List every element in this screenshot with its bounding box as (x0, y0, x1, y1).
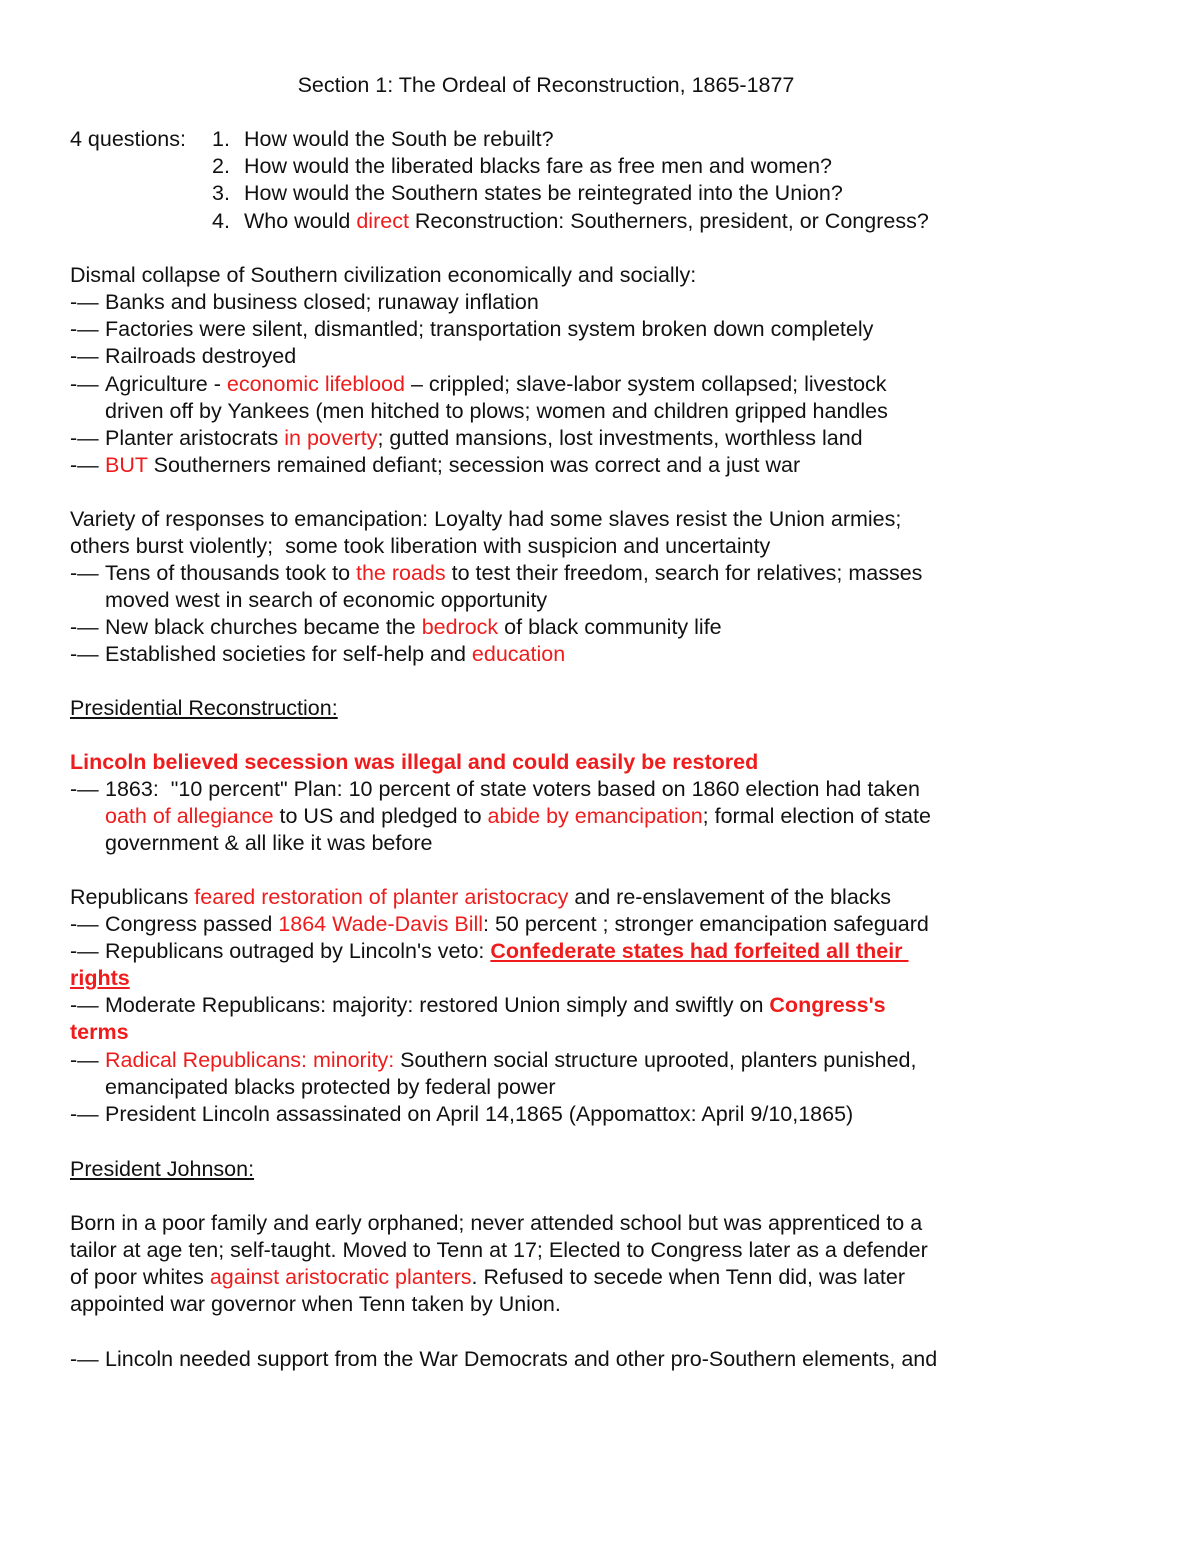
bullet-text (105, 911, 929, 938)
dash-marker: -— (70, 939, 99, 963)
highlight-text: feared restoration of planter aristocracy (194, 885, 569, 909)
dash-marker: -— (70, 561, 99, 585)
text-run: Agriculture - (105, 372, 227, 396)
dash-marker: -— (70, 912, 99, 936)
highlight-text: 1864 Wade-Davis Bill (278, 912, 484, 936)
bullet-text (105, 992, 886, 1019)
text-run: Who would (244, 209, 357, 233)
dash-marker: -— (70, 777, 99, 801)
highlight-text: oath of allegiance (105, 804, 274, 828)
text-run: Reconstruction: Southerners, president, or Congress? (408, 209, 929, 233)
highlight-text: abide by emancipation (487, 804, 703, 828)
paragraph-line: appointed war governor when Tenn taken by Union. (70, 1292, 561, 1316)
bullet-continuation: driven off by Yankees (men hitched to plows; women and children gripped handles (105, 399, 888, 423)
paragraph-line: tailor at age ten; self-taught. Moved to Tenn at 17; Elected to Congress later as a defender (70, 1238, 928, 1262)
highlight-text: direct (356, 209, 409, 233)
bullet-continuation: government & all like it was before (105, 831, 433, 855)
text-run: Moderate Republicans: majority: restored Union simply and swiftly on (105, 993, 770, 1017)
text-run: Planter aristocrats (105, 426, 285, 450)
text-run: Republicans outraged by Lincoln's veto: (105, 939, 491, 963)
dash-marker: -— (70, 344, 99, 368)
bullet-text (105, 452, 800, 479)
text-run: ; formal election of state (702, 804, 931, 828)
dash-marker: -— (70, 290, 99, 314)
dash-marker: -— (70, 1347, 99, 1371)
bullet-text (105, 938, 909, 965)
bullet-text: 1863: "10 percent" Plan: 10 percent of state voters based on 1860 election had taken (105, 777, 920, 801)
highlight-text: Radical Republicans: minority: (105, 1048, 395, 1072)
dash-marker: -— (70, 426, 99, 450)
dash-marker: -— (70, 642, 99, 666)
text-run: and re-enslavement of the blacks (568, 885, 892, 909)
paragraph-line: Born in a poor family and early orphaned; never attended school but was apprenticed to a (70, 1211, 923, 1235)
text-run: Southerners remained defiant; secession was correct and a just war (147, 453, 801, 477)
highlight-text: against aristocratic planters (209, 1265, 472, 1289)
highlight-text: in poverty (284, 426, 378, 450)
text-run: Established societies for self-help and (105, 642, 472, 666)
bullet-text: President Lincoln assassinated on April 14,1865 (Appomattox: April 9/10,1865) (105, 1102, 854, 1126)
highlight-text: education (471, 642, 566, 666)
dash-marker: -— (70, 615, 99, 639)
text-run: . Refused to secede when Tenn did, was later (471, 1265, 906, 1289)
question-text (244, 208, 929, 235)
bullet-continuation (105, 803, 931, 830)
bullet-text (105, 641, 565, 668)
dash-marker: -— (70, 1048, 99, 1072)
highlight-text: bedrock (421, 615, 499, 639)
bullet-text: Factories were silent, dismantled; transportation system broken down completely (105, 317, 874, 341)
text-run: of black community life (498, 615, 722, 639)
text-run: – crippled; slave-labor system collapsed; livestock (404, 372, 887, 396)
paragraph-line: others burst violently; some took liberation with suspicion and uncertainty (70, 534, 771, 558)
question-text: How would the Southern states be reintegrated into the Union? (244, 181, 843, 205)
dash-marker: -— (70, 317, 99, 341)
paragraph-line (70, 1264, 905, 1291)
text-run: Southern social structure uprooted, planters punished, (394, 1048, 917, 1072)
dash-marker: -— (70, 372, 99, 396)
lincoln-heading: Lincoln believed secession was illegal and could easily be restored (70, 750, 759, 774)
question-number: 1. (212, 127, 230, 151)
dash-marker: -— (70, 1102, 99, 1126)
bullet-text: Banks and business closed; runaway inflation (105, 290, 539, 314)
highlight-text: the roads (356, 561, 446, 585)
highlight-text: terms (70, 1020, 129, 1044)
text-run: : 50 percent ; stronger emancipation safeguard (483, 912, 929, 936)
bullet-text (105, 425, 863, 452)
bullet-text: Railroads destroyed (105, 344, 297, 368)
highlight-text: Congress's (769, 993, 886, 1017)
text-run: ; gutted mansions, lost investments, worthless land (377, 426, 863, 450)
bullet-text (105, 614, 722, 641)
collapse-heading: Dismal collapse of Southern civilization economically and socially: (70, 263, 697, 287)
text-run: Republicans (70, 885, 195, 909)
paragraph-line: Variety of responses to emancipation: Loyalty had some slaves resist the Union armies; (70, 507, 902, 531)
paragraph-line (70, 884, 891, 911)
bullet-text (105, 1047, 916, 1074)
text-run: to test their freedom, search for relatives; masses (445, 561, 923, 585)
question-text: How would the liberated blacks fare as free men and women? (244, 154, 832, 178)
question-number: 4. (212, 209, 230, 233)
bullet-continuation: moved west in search of economic opportunity (105, 588, 548, 612)
section-heading: Presidential Reconstruction: (70, 696, 338, 720)
highlight-text: rights (70, 966, 130, 990)
bullet-text: Lincoln needed support from the War Democrats and other pro-Southern elements, and (105, 1347, 938, 1371)
highlight-text: BUT (105, 453, 148, 477)
bullet-text (105, 371, 887, 398)
text-run: of poor whites (70, 1265, 210, 1289)
highlight-text: economic lifeblood (226, 372, 405, 396)
question-number: 2. (212, 154, 230, 178)
question-number: 3. (212, 181, 230, 205)
questions-label: 4 questions: (70, 127, 186, 151)
section-heading: President Johnson: (70, 1157, 255, 1181)
dash-marker: -— (70, 993, 99, 1017)
bullet-continuation: emancipated blacks protected by federal power (105, 1075, 556, 1099)
text-run: New black churches became the (105, 615, 422, 639)
highlight-text: Confederate states had forfeited all their (490, 939, 909, 963)
section-title: Section 1: The Ordeal of Reconstruction, 1865-1877 (297, 73, 795, 97)
dash-marker: -— (70, 453, 99, 477)
question-text: How would the South be rebuilt? (244, 127, 554, 151)
text-run: to US and pledged to (273, 804, 488, 828)
bullet-text (105, 560, 922, 587)
text-run: Congress passed (105, 912, 279, 936)
text-run: Tens of thousands took to (105, 561, 356, 585)
